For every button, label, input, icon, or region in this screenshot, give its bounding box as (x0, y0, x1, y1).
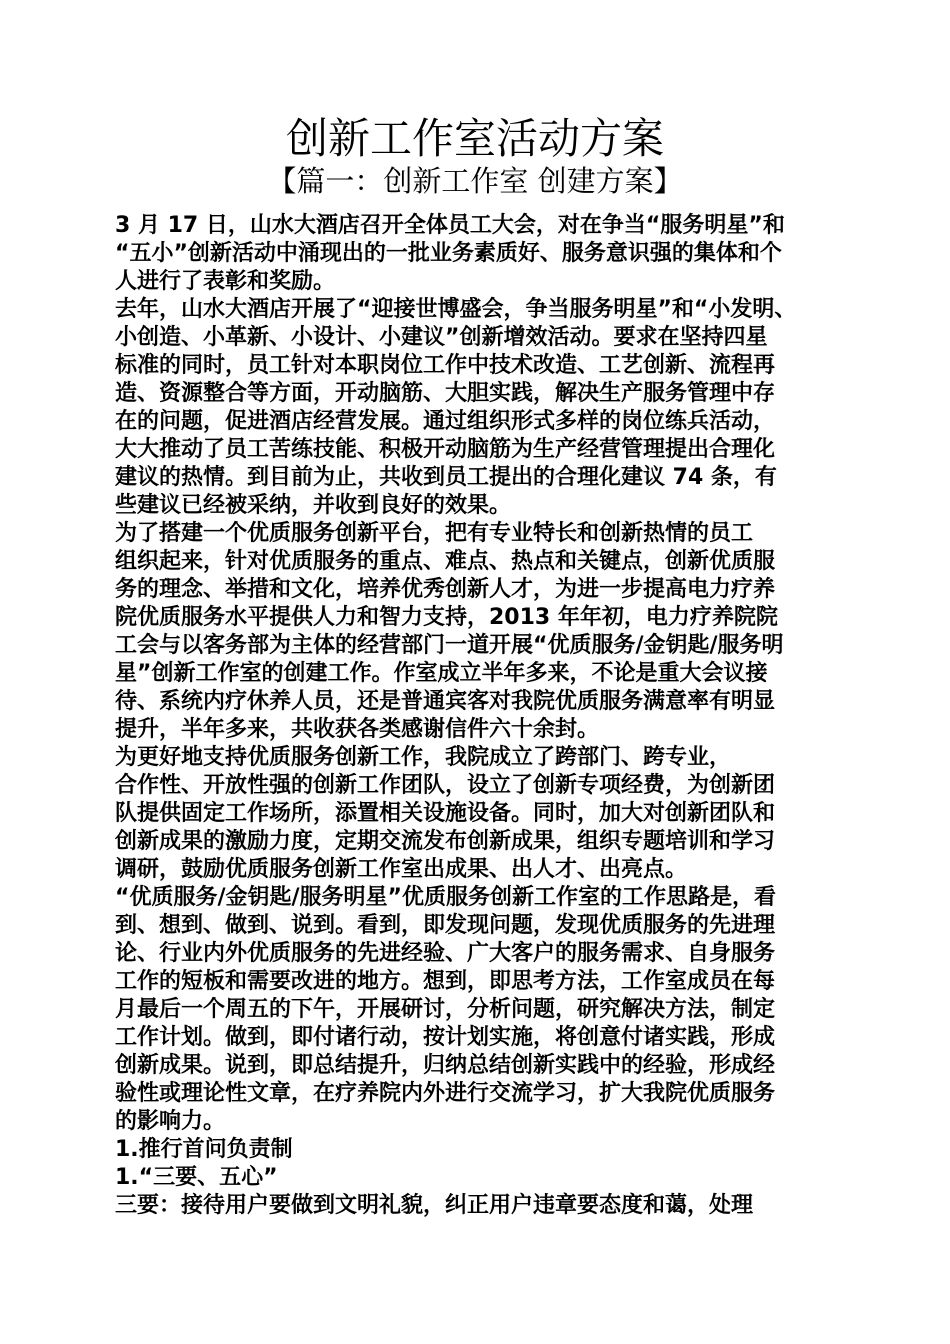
body-line: 工作的短板和需要改进的地方。想到，即思考方法，工作室成员在每 (115, 969, 776, 994)
body-line: 大大推动了员工苦练技能、积极开动脑筋为生产经营管理提出合理化 (115, 437, 776, 462)
body-line: 创新成果的激励力度，定期交流发布创新成果，组织专题培训和学习 (115, 829, 776, 854)
body-line: 月最后一个周五的下午，开展研讨，分析问题，研究解决方法，制定 (115, 997, 776, 1022)
document-title: 创新工作室活动方案 (285, 114, 664, 163)
body-line: 院优质服务水平提供人力和智力支持，2013 年年初，电力疗养院院 (115, 605, 778, 630)
body-line: 星”创新工作室的创建工作。作室成立半年多来，不论是重大会议接 (115, 661, 768, 686)
body-line: 队提供固定工作场所，添置相关设施设备。同时，加大对创新团队和 (115, 801, 776, 826)
body-line: 人进行了表彰和奖励。 (115, 269, 336, 294)
body-line: “优质服务/金钥匙/服务明星”优质服务创新工作室的工作思路是，看 (115, 885, 776, 910)
body-line: 工会与以客务部为主体的经营部门一道开展“优质服务/金钥匙/服务明 (115, 633, 784, 658)
document-body (115, 212, 840, 1220)
body-line: 论、行业内外优质服务的先进经验、广大客户的服务需求、自身服务 (115, 941, 776, 966)
body-line: 去年，山水大酒店开展了“迎接世博盛会，争当服务明星”和“小发明、 (115, 297, 797, 322)
body-line: 些建议已经被采纳，并收到良好的效果。 (115, 493, 512, 518)
body-line: 三要：接待用户要做到文明礼貌，纠正用户违章要态度和蔼，处理 (115, 1193, 754, 1218)
body-line: 为更好地支持优质服务创新工作，我院成立了跨部门、跨专业， (115, 745, 732, 770)
body-line: 待、系统内疗休养人员，还是普通宾客对我院优质服务满意率有明显 (115, 689, 776, 714)
body-line: 到、想到、做到、说到。看到，即发现问题，发现优质服务的先进理 (115, 913, 776, 938)
body-line: 为了搭建一个优质服务创新平台，把有专业特长和创新热情的员工 (115, 521, 754, 546)
body-line: 标准的同时，员工针对本职岗位工作中技术改造、工艺创新、流程再 (115, 353, 776, 378)
body-line: “五小”创新活动中涌现出的一批业务素质好、服务意识强的集体和个 (115, 241, 782, 266)
list-item-heading: 1.“三要、五心” (115, 1165, 278, 1190)
list-item-heading: 1.推行首问负责制 (115, 1137, 293, 1162)
body-line: 合作性、开放性强的创新工作团队，设立了创新专项经费，为创新团 (115, 773, 776, 798)
body-line: 调研，鼓励优质服务创新工作室出成果、出人才、出亮点。 (115, 857, 688, 882)
body-line: 提升，半年多来，共收获各类感谢信件六十余封。 (115, 717, 600, 742)
body-line: 造、资源整合等方面，开动脑筋、大胆实践，解决生产服务管理中存 (115, 381, 776, 406)
body-line: 验性或理论性文章，在疗养院内外进行交流学习，扩大我院优质服务 (115, 1081, 776, 1106)
body-line: 建议的热情。到目前为止，共收到员工提出的合理化建议 74 条，有 (115, 465, 777, 490)
body-line: 3 月 17 日，山水大酒店召开全体员工大会，对在争当“服务明星”和 (115, 213, 785, 238)
body-line: 务的理念、举措和文化，培养优秀创新人才，为进一步提高电力疗养 (115, 577, 776, 602)
document-subtitle: 【篇一：创新工作室 创建方案】 (267, 164, 683, 198)
body-line: 工作计划。做到，即付诸行动，按计划实施，将创意付诸实践，形成 (115, 1025, 776, 1050)
body-line: 组织起来，针对优质服务的重点、难点、热点和关键点，创新优质服 (115, 549, 776, 574)
body-line: 在的问题，促进酒店经营发展。通过组织形式多样的岗位练兵活动， (115, 409, 776, 434)
body-line: 创新成果。说到，即总结提升，归纳总结创新实践中的经验，形成经 (115, 1053, 776, 1078)
body-line: 小创造、小革新、小设计、小建议”创新增效活动。要求在坚持四星 (115, 325, 768, 350)
body-line: 的影响力。 (115, 1109, 226, 1134)
